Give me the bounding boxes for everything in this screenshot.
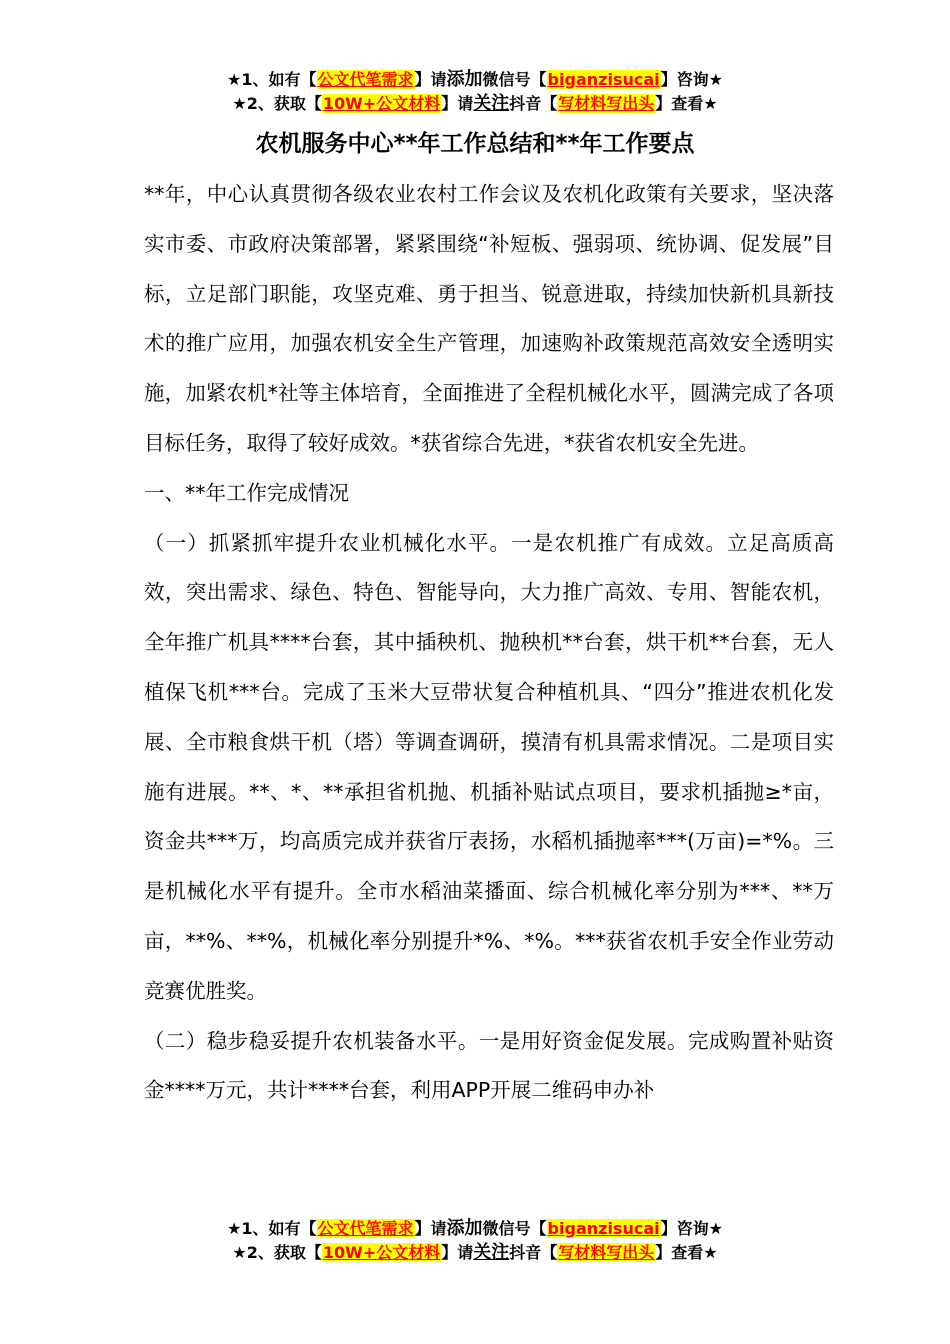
promo-line-2: ★2、获取【10W+公文材料】请关注抖音【写材料写出头】查看★ (232, 1242, 718, 1263)
promo-highlight: 10W+公文材料 (322, 1243, 441, 1262)
intro-paragraph: **年，中心认真贯彻各级农业农村工作会议及农机化政策有关要求，坚决落实市委、市政府决策部署，紧紧围绕“补短板、强弱项、统协调、促发展”目标，立足部门职能，攻坚克难、勇于担当、锐意进取，持续加快新机具新技术的推广应用，加强农机安全生产管理，加速购补政策规范高效安全透明实施，加紧农机*社等主体培育，全面推进了全程机械化水平，圆满完成了各项目标任务，取得了较好成效。*获省综合先进，*获省农机安全先进。 (144, 182, 834, 455)
promo-line-1: ★1、如有【公文代笔需求】请添加微信号【biganzisucai】咨询★ (227, 1218, 723, 1239)
douyin-id-highlight: 写材料写出头 (558, 1243, 655, 1262)
document-title: 农机服务中心**年工作总结和**年工作要点 (255, 131, 695, 157)
promo-line-1: ★1、如有【公文代笔需求】请添加微信号【biganzisucai】咨询★ (227, 69, 723, 90)
section-heading: 一、**年工作完成情况 (144, 480, 349, 505)
promo-highlight: 公文代笔需求 (317, 70, 414, 89)
body-paragraph: （一）抓紧抓牢提升农业机械化水平。一是农机推广有成效。立足高质高效，突出需求、绿色、特色、智能导向，大力推广高效、专用、智能农机，全年推广机具****台套，其中插秧机、抛秧机**台套，烘干机**台套，无人植保飞机***台。完成了玉米大豆带状复合种植机具、“四分”推进农机化发展、全市粮食烘干机（塔）等调查调研，摸清有机具需求情况。二是项目实施有进展。**、*、**承担省机抛、机插补贴试点项目，要求机插抛≥*亩，资金共***万，均高质完成并获省厅表扬，水稻机插抛率***(万亩)=*%。三是机械化水平有提升。全市水稻油菜播面、综合机械化率分别为***、**万亩，**%、**%，机械化率分别提升*%、*%。***获省农机手安全作业劳动竞赛优胜奖。 (144, 530, 834, 1003)
wechat-id-highlight: biganzisucai (547, 70, 660, 89)
promo-banner-top (0, 68, 950, 116)
promo-highlight: 10W+公文材料 (322, 94, 441, 113)
body-paragraph: （二）稳步稳妥提升农机装备水平。一是用好资金促发展。完成购置补贴资金****万元，共计****台套，利用APP开展二维码申办补 (144, 1028, 834, 1103)
douyin-id-highlight: 写材料写出头 (558, 94, 655, 113)
promo-highlight: 公文代笔需求 (317, 1219, 414, 1238)
document-body (144, 170, 834, 1116)
promo-banner-bottom (0, 1217, 950, 1265)
wechat-id-highlight: biganzisucai (547, 1219, 660, 1238)
promo-line-2: ★2、获取【10W+公文材料】请关注抖音【写材料写出头】查看★ (232, 93, 718, 114)
